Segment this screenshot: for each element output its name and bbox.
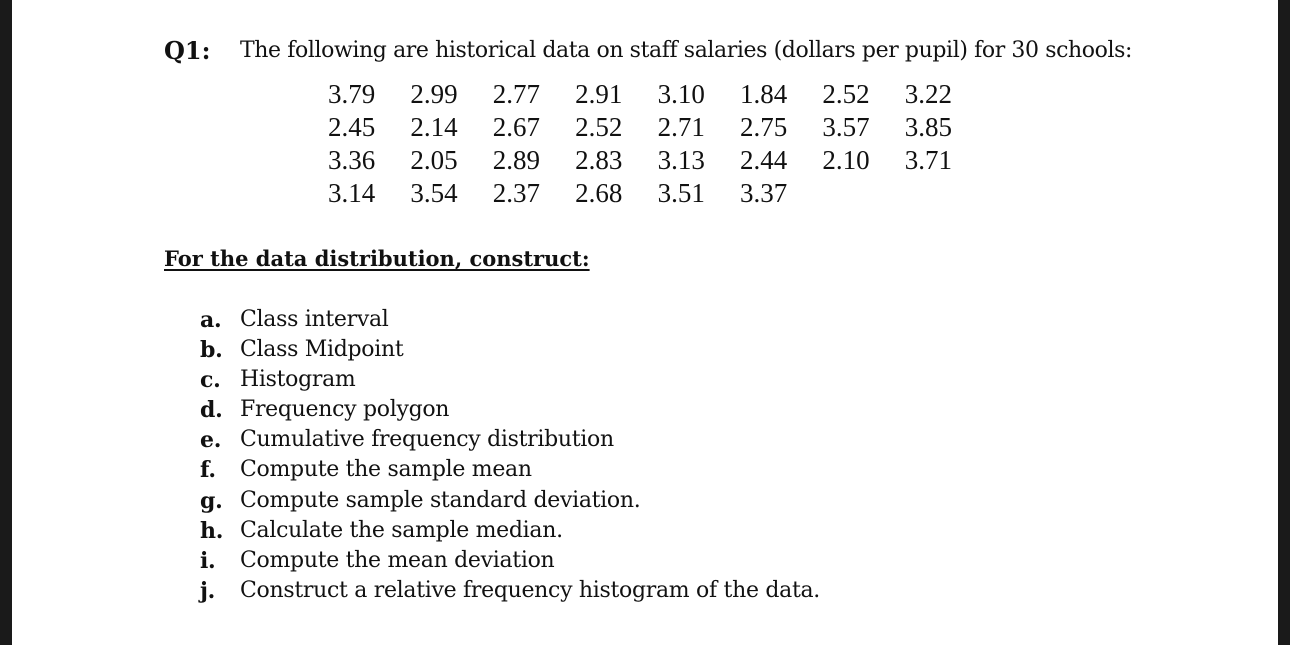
task-letter: f. [200,457,216,484]
data-cell: 2.99 [410,79,458,109]
data-cell: 2.67 [492,112,541,142]
section-heading: For the data distribution, construct: [164,246,590,271]
task-text: Histogram [240,367,356,393]
task-text: Calculate the sample median. [240,517,563,543]
task-letter: d. [200,397,223,424]
task-text: Compute sample standard deviation. [240,487,641,513]
data-cell: 3.14 [328,178,376,208]
task-letter: a. [200,307,222,333]
data-row [328,177,987,210]
list-item [200,425,820,455]
data-cell [822,177,904,210]
data-cell: 2.44 [739,145,788,175]
data-row [328,78,987,111]
list-item [200,455,820,485]
task-text: Class Midpoint [240,337,404,363]
data-cell: 3.13 [657,145,705,175]
task-letter: g. [200,487,223,514]
data-cell: 3.36 [328,145,376,175]
document-page [12,0,1278,645]
data-cell: 2.37 [492,178,541,208]
task-letter: e. [200,427,222,454]
list-item [200,546,820,576]
data-cell: 2.05 [410,145,458,175]
list-item [200,516,820,546]
list-item [200,395,820,425]
data-cell: 2.52 [822,79,870,109]
task-text: Frequency polygon [240,397,450,423]
data-cell: 2.75 [739,112,788,142]
data-cell: 3.71 [904,145,952,175]
list-item [200,576,820,606]
data-cell: 2.14 [410,112,458,142]
list-item [200,305,820,335]
task-text: Cumulative frequency distribution [240,427,614,453]
task-text: Class interval [240,307,389,332]
question-label: Q1: [164,36,211,65]
task-letter: h. [200,517,224,544]
list-item [200,365,820,395]
task-letter: c. [200,367,221,394]
data-cell: 3.54 [410,178,458,208]
data-cell: 2.68 [575,178,623,208]
list-item [200,486,820,516]
data-cell: 3.22 [904,79,952,109]
data-cell: 1.84 [739,79,788,109]
task-text: Compute the mean deviation [240,547,555,573]
data-cell: 3.79 [328,79,376,109]
task-letter: i. [200,547,216,574]
list-item [200,335,820,365]
data-cell: 3.37 [739,178,788,208]
data-cell: 3.10 [657,79,705,109]
task-letter: j. [200,577,216,604]
data-cell: 2.71 [657,112,705,142]
task-letter: b. [200,337,223,364]
task-text: Compute the sample mean [240,457,532,483]
question-text: The following are historical data on staff salaries (dollars per pupil) for 30 schools: [240,38,1133,63]
salary-data-table [328,78,987,210]
data-row [328,111,987,144]
data-cell: 2.10 [822,145,870,175]
task-list [200,305,820,606]
data-cell [905,177,987,210]
data-cell: 2.83 [575,145,623,175]
data-cell: 3.85 [904,112,952,142]
data-cell: 2.77 [492,79,541,109]
data-row [328,144,987,177]
data-cell: 3.51 [657,178,705,208]
data-cell: 3.57 [822,112,870,142]
task-text: Construct a relative frequency histogram of the data. [240,577,821,603]
data-cell: 2.45 [328,112,376,142]
data-cell: 2.89 [492,145,541,175]
data-cell: 2.52 [575,112,623,142]
data-cell: 2.91 [575,79,623,109]
